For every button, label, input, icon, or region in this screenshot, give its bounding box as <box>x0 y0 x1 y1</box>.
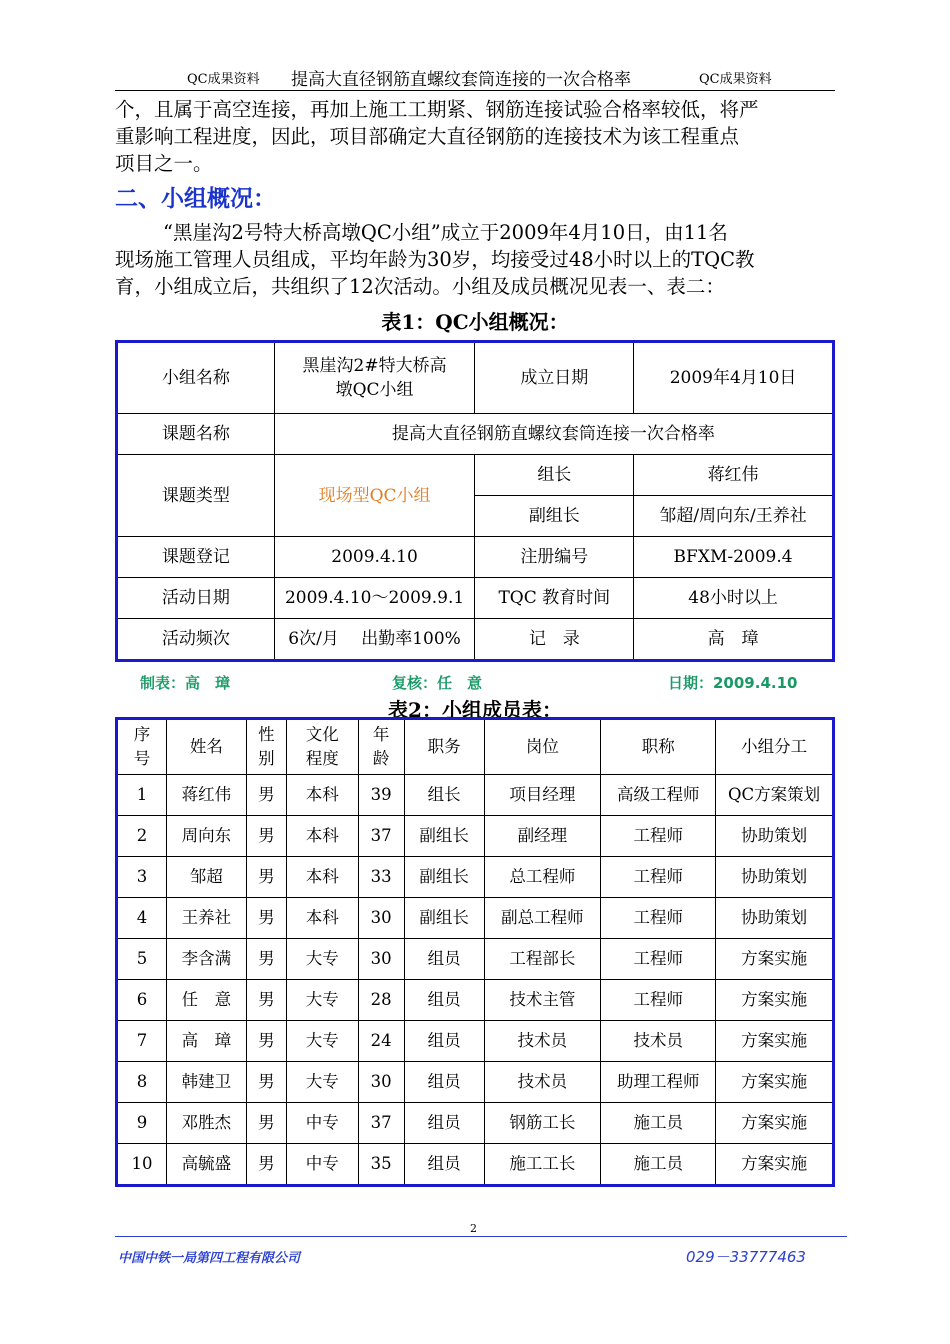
member-cell: 工程师 <box>601 980 716 1021</box>
member-cell: 男 <box>246 816 286 857</box>
overview-line: 育，小组成立后，共组织了12次活动。小组及成员概况见表一、表二： <box>115 275 725 298</box>
member-cell: 本科 <box>286 898 358 939</box>
member-cell: 邹超 <box>166 857 246 898</box>
leader-label: 组长 <box>475 455 634 496</box>
member-cell: 蒋红伟 <box>166 775 246 816</box>
member-table-header <box>166 719 246 775</box>
member-cell: 本科 <box>286 816 358 857</box>
member-cell: 中专 <box>286 1103 358 1144</box>
member-cell: 7 <box>117 1021 167 1062</box>
member-cell: QC方案策划 <box>716 775 834 816</box>
member-cell: 高毓盛 <box>166 1144 246 1186</box>
member-cell: 技术员 <box>601 1021 716 1062</box>
member-cell: 高 璋 <box>166 1021 246 1062</box>
member-cell: 工程师 <box>601 816 716 857</box>
type-label: 课题类型 <box>117 455 275 537</box>
member-cell: 王养社 <box>166 898 246 939</box>
member-cell: 方案实施 <box>716 980 834 1021</box>
member-cell: 35 <box>358 1144 404 1186</box>
table-row <box>117 775 834 816</box>
table2-title: 表2：小组成员表： <box>388 698 562 722</box>
member-cell: 技术主管 <box>484 980 601 1021</box>
table-row <box>117 898 834 939</box>
footer-company: 中国中铁一局第四工程有限公司 <box>118 1251 301 1266</box>
member-cell: 施工工长 <box>484 1144 601 1186</box>
member-cell: 大专 <box>286 939 358 980</box>
type-value: 现场型QC小组 <box>274 455 475 537</box>
member-cell: 邓胜杰 <box>166 1103 246 1144</box>
intro-paragraph <box>115 96 835 177</box>
header-right-label: QC成果资料 <box>699 72 772 87</box>
member-cell: 37 <box>358 816 404 857</box>
activity-period-label: 活动日期 <box>117 578 275 619</box>
member-cell: 男 <box>246 980 286 1021</box>
member-cell: 男 <box>246 939 286 980</box>
qc-group-overview-table <box>115 340 835 662</box>
vice-leader-label: 副组长 <box>475 496 634 537</box>
header-line: 岗位 <box>525 737 559 756</box>
member-cell: 方案实施 <box>716 1103 834 1144</box>
member-cell: 本科 <box>286 857 358 898</box>
member-cell: 工程师 <box>601 898 716 939</box>
table-row <box>117 1062 834 1103</box>
page-number: 2 <box>470 1222 477 1235</box>
header-line: 文化 <box>305 725 339 744</box>
member-table-header <box>117 719 167 775</box>
member-cell: 大专 <box>286 1021 358 1062</box>
overview-line: “黑崖沟2号特大桥高墩QC小组”成立于2009年4月10日，由11名 <box>163 221 728 244</box>
member-cell: 组员 <box>404 980 484 1021</box>
header-line: 序 <box>133 725 151 744</box>
member-cell: 副组长 <box>404 898 484 939</box>
member-cell: 男 <box>246 1062 286 1103</box>
vice-leader-value: 邹超/周向东/王养社 <box>634 496 834 537</box>
member-cell: 8 <box>117 1062 167 1103</box>
member-cell: 助理工程师 <box>601 1062 716 1103</box>
registration-label: 课题登记 <box>117 537 275 578</box>
group-name-line: 墩QC小组 <box>335 380 414 400</box>
member-table-header <box>246 719 286 775</box>
table-date: 日期：2009.4.10 <box>668 674 798 692</box>
member-cell: 工程师 <box>601 857 716 898</box>
table-row <box>117 1021 834 1062</box>
table1-title: 表1：QC小组概况： <box>381 310 569 334</box>
member-cell: 4 <box>117 898 167 939</box>
member-cell: 总工程师 <box>484 857 601 898</box>
member-cell: 5 <box>117 939 167 980</box>
member-cell: 1 <box>117 775 167 816</box>
member-cell: 高级工程师 <box>601 775 716 816</box>
header-title: 提高大直径钢筋直螺纹套筒连接的一次合格率 <box>291 70 631 90</box>
group-name-line: 黑崖沟2#特大桥高 <box>302 356 447 376</box>
member-cell: 男 <box>246 775 286 816</box>
member-cell: 男 <box>246 1103 286 1144</box>
table-row <box>117 857 834 898</box>
made-by: 制表：高 璋 <box>140 674 231 692</box>
member-cell: 工程部长 <box>484 939 601 980</box>
checked-by: 复核：任 意 <box>392 674 483 692</box>
header-line: 性 <box>258 725 275 744</box>
member-table-header <box>286 719 358 775</box>
member-cell: 大专 <box>286 1062 358 1103</box>
intro-line: 个，且属于高空连接，再加上施工工期紧、钢筋连接试验合格率较低，将严 <box>115 98 759 121</box>
leader-value: 蒋红伟 <box>634 455 834 496</box>
member-cell: 33 <box>358 857 404 898</box>
table-row <box>117 1144 834 1186</box>
registration-number-label: 注册编号 <box>475 537 634 578</box>
activity-frequency-value: 6次/月 出勤率100% <box>274 619 475 661</box>
member-cell: 10 <box>117 1144 167 1186</box>
header-line: 职务 <box>427 737 461 756</box>
header-line: 龄 <box>372 749 390 768</box>
header-line: 年 <box>372 725 390 744</box>
overview-paragraph <box>115 219 835 300</box>
member-cell: 协助策划 <box>716 898 834 939</box>
member-cell: 男 <box>246 898 286 939</box>
member-cell: 周向东 <box>166 816 246 857</box>
member-cell: 3 <box>117 857 167 898</box>
page-header <box>115 68 835 91</box>
member-cell: 技术员 <box>484 1021 601 1062</box>
group-name-label: 小组名称 <box>117 342 275 414</box>
member-table-header <box>404 719 484 775</box>
table-row <box>117 1103 834 1144</box>
member-table-header <box>716 719 834 775</box>
header-line: 小组分工 <box>741 737 808 756</box>
member-cell: 30 <box>358 898 404 939</box>
member-cell: 39 <box>358 775 404 816</box>
member-cell: 组员 <box>404 1144 484 1186</box>
header-left-label: QC成果资料 <box>187 72 260 87</box>
registration-number-value: BFXM-2009.4 <box>634 537 834 578</box>
member-cell: 24 <box>358 1021 404 1062</box>
member-cell: 本科 <box>286 775 358 816</box>
record-value: 高 璋 <box>634 619 834 661</box>
founded-value: 2009年4月10日 <box>634 342 834 414</box>
member-cell: 韩建卫 <box>166 1062 246 1103</box>
table-row <box>117 816 834 857</box>
member-cell: 组员 <box>404 1062 484 1103</box>
header-line: 职称 <box>641 737 675 756</box>
overview-line: 现场施工管理人员组成，平均年龄为30岁，均接受过48小时以上的TQC教 <box>115 248 755 271</box>
member-cell: 施工员 <box>601 1103 716 1144</box>
topic-value: 提高大直径钢筋直螺纹套筒连接一次合格率 <box>274 414 833 455</box>
member-cell: 2 <box>117 816 167 857</box>
member-cell: 28 <box>358 980 404 1021</box>
group-name-value <box>274 342 475 414</box>
header-line: 程度 <box>305 749 339 768</box>
member-cell: 大专 <box>286 980 358 1021</box>
member-cell: 组员 <box>404 1021 484 1062</box>
member-cell: 男 <box>246 1144 286 1186</box>
founded-label: 成立日期 <box>475 342 634 414</box>
member-cell: 6 <box>117 980 167 1021</box>
section-heading: 二、小组概况： <box>115 186 276 212</box>
member-cell: 副组长 <box>404 816 484 857</box>
member-cell: 组员 <box>404 1103 484 1144</box>
table-row <box>117 980 834 1021</box>
member-cell: 协助策划 <box>716 816 834 857</box>
activity-frequency-label: 活动频次 <box>117 619 275 661</box>
member-cell: 副经理 <box>484 816 601 857</box>
header-line: 姓名 <box>189 737 223 756</box>
registration-value: 2009.4.10 <box>274 537 475 578</box>
member-cell: 37 <box>358 1103 404 1144</box>
topic-label: 课题名称 <box>117 414 275 455</box>
member-cell: 30 <box>358 939 404 980</box>
member-cell: 男 <box>246 857 286 898</box>
header-line: 别 <box>258 749 275 768</box>
member-cell: 中专 <box>286 1144 358 1186</box>
member-cell: 项目经理 <box>484 775 601 816</box>
member-cell: 李含满 <box>166 939 246 980</box>
member-cell: 组长 <box>404 775 484 816</box>
tqc-education-label: TQC 教育时间 <box>475 578 634 619</box>
member-cell: 方案实施 <box>716 1021 834 1062</box>
member-cell: 组员 <box>404 939 484 980</box>
table-row <box>117 939 834 980</box>
member-cell: 技术员 <box>484 1062 601 1103</box>
member-cell: 钢筋工长 <box>484 1103 601 1144</box>
record-label: 记 录 <box>475 619 634 661</box>
tqc-education-value: 48小时以上 <box>634 578 834 619</box>
member-table <box>115 717 835 1187</box>
header-line: 号 <box>133 749 151 768</box>
member-cell: 方案实施 <box>716 1062 834 1103</box>
member-cell: 30 <box>358 1062 404 1103</box>
intro-line: 项目之一。 <box>115 152 213 175</box>
member-table-header <box>484 719 601 775</box>
member-cell: 方案实施 <box>716 1144 834 1186</box>
member-table-header <box>358 719 404 775</box>
member-cell: 副总工程师 <box>484 898 601 939</box>
member-table-header <box>601 719 716 775</box>
member-cell: 工程师 <box>601 939 716 980</box>
member-cell: 副组长 <box>404 857 484 898</box>
member-cell: 任 意 <box>166 980 246 1021</box>
member-cell: 方案实施 <box>716 939 834 980</box>
footer-divider <box>115 1236 847 1237</box>
member-cell: 施工员 <box>601 1144 716 1186</box>
member-cell: 协助策划 <box>716 857 834 898</box>
activity-period-value: 2009.4.10～2009.9.1 <box>274 578 475 619</box>
member-cell: 9 <box>117 1103 167 1144</box>
member-cell: 男 <box>246 1021 286 1062</box>
footer-phone: 029－33777463 <box>686 1248 806 1266</box>
intro-line: 重影响工程进度，因此，项目部确定大直径钢筋的连接技术为该工程重点 <box>115 125 740 148</box>
